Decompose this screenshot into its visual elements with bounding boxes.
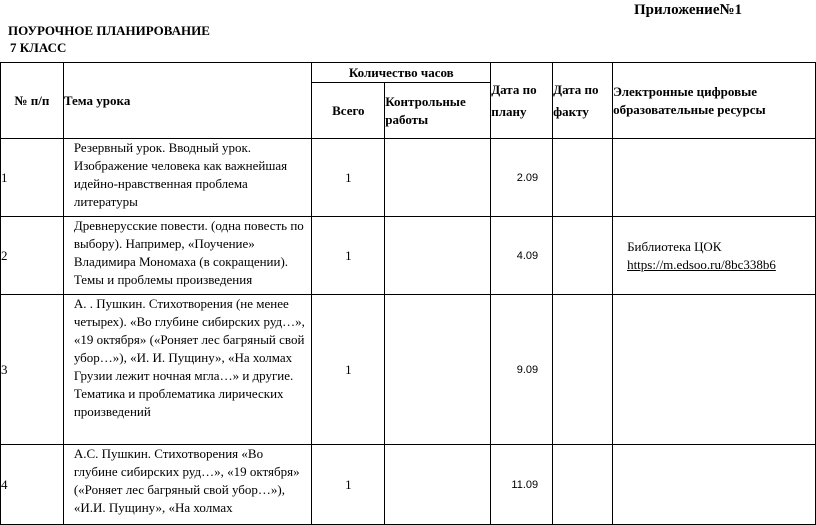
table-row — [1, 217, 816, 295]
row-topic: А.С. Пушкин. Стихотворения «Во глубине сибирских руд…», «19 октября» («Роняет лес багряный свой убор…»), «И.И. Пущину», «На холмах — [63, 445, 312, 525]
header-num: № п/п — [1, 63, 64, 139]
row-total: 1 — [312, 139, 385, 217]
header-control: Контрольные работы — [385, 83, 491, 139]
resource-link[interactable]: https://m.edsoo.ru/8bc338b6 — [627, 256, 776, 272]
row-date-plan: 4.09 — [491, 217, 553, 295]
row-control — [385, 139, 491, 217]
row-resources — [613, 445, 816, 525]
row-num: 2 — [1, 217, 64, 295]
row-topic: Древнерусские повести. (одна повесть по выбору). Например, «Поучение» Владимира Мономаха (в сокращении). Темы и проблемы произведения — [63, 217, 312, 295]
row-num: 1 — [1, 139, 64, 217]
header-total: Всего — [312, 83, 385, 139]
table-row — [1, 295, 816, 445]
row-control — [385, 445, 491, 525]
row-total: 1 — [312, 295, 385, 445]
header-resources: Электронные цифровые образовательные ресурсы — [613, 63, 816, 139]
table-row — [1, 445, 816, 525]
row-resources — [613, 217, 816, 295]
row-resources — [613, 139, 816, 217]
lesson-plan-table — [0, 62, 816, 525]
title-line-1: ПОУРОЧНОЕ ПЛАНИРОВАНИЕ — [8, 23, 210, 38]
row-date-fact — [553, 295, 613, 445]
row-date-plan: 9.09 — [491, 295, 553, 445]
row-control — [385, 295, 491, 445]
row-date-plan: 11.09 — [491, 445, 553, 525]
header-date-fact: Дата по факту — [553, 63, 613, 139]
title-line-2: 7 КЛАСС — [10, 40, 67, 55]
appendix-label: Приложение№1 — [634, 2, 743, 18]
row-resources — [613, 295, 816, 445]
header-date-plan: Дата по плану — [491, 63, 553, 139]
row-total: 1 — [312, 445, 385, 525]
row-num: 4 — [1, 445, 64, 525]
header-topic: Тема урока — [63, 63, 312, 139]
row-date-fact — [553, 139, 613, 217]
resource-title: Библиотека ЦОК — [627, 238, 722, 254]
row-total: 1 — [312, 217, 385, 295]
row-topic: А. . Пушкин. Стихотворения (не менее четырех). «Во глубине сибирских руд…», «19 октября» («Роняет лес багряный свой убор…»), «И. И. Пущину», «На холмах Грузии лежит ночная мгла…» и другие. Тематика и проблематика лирических произведений — [63, 295, 312, 445]
row-date-fact — [553, 217, 613, 295]
row-date-fact — [553, 445, 613, 525]
table-row — [1, 139, 816, 217]
row-num: 3 — [1, 295, 64, 445]
row-topic: Резервный урок. Вводный урок. Изображение человека как важнейшая идейно-нравственная проблема литературы — [63, 139, 312, 217]
row-control — [385, 217, 491, 295]
page-title — [8, 22, 210, 56]
row-date-plan: 2.09 — [491, 139, 553, 217]
header-hours: Количество часов — [312, 63, 491, 83]
